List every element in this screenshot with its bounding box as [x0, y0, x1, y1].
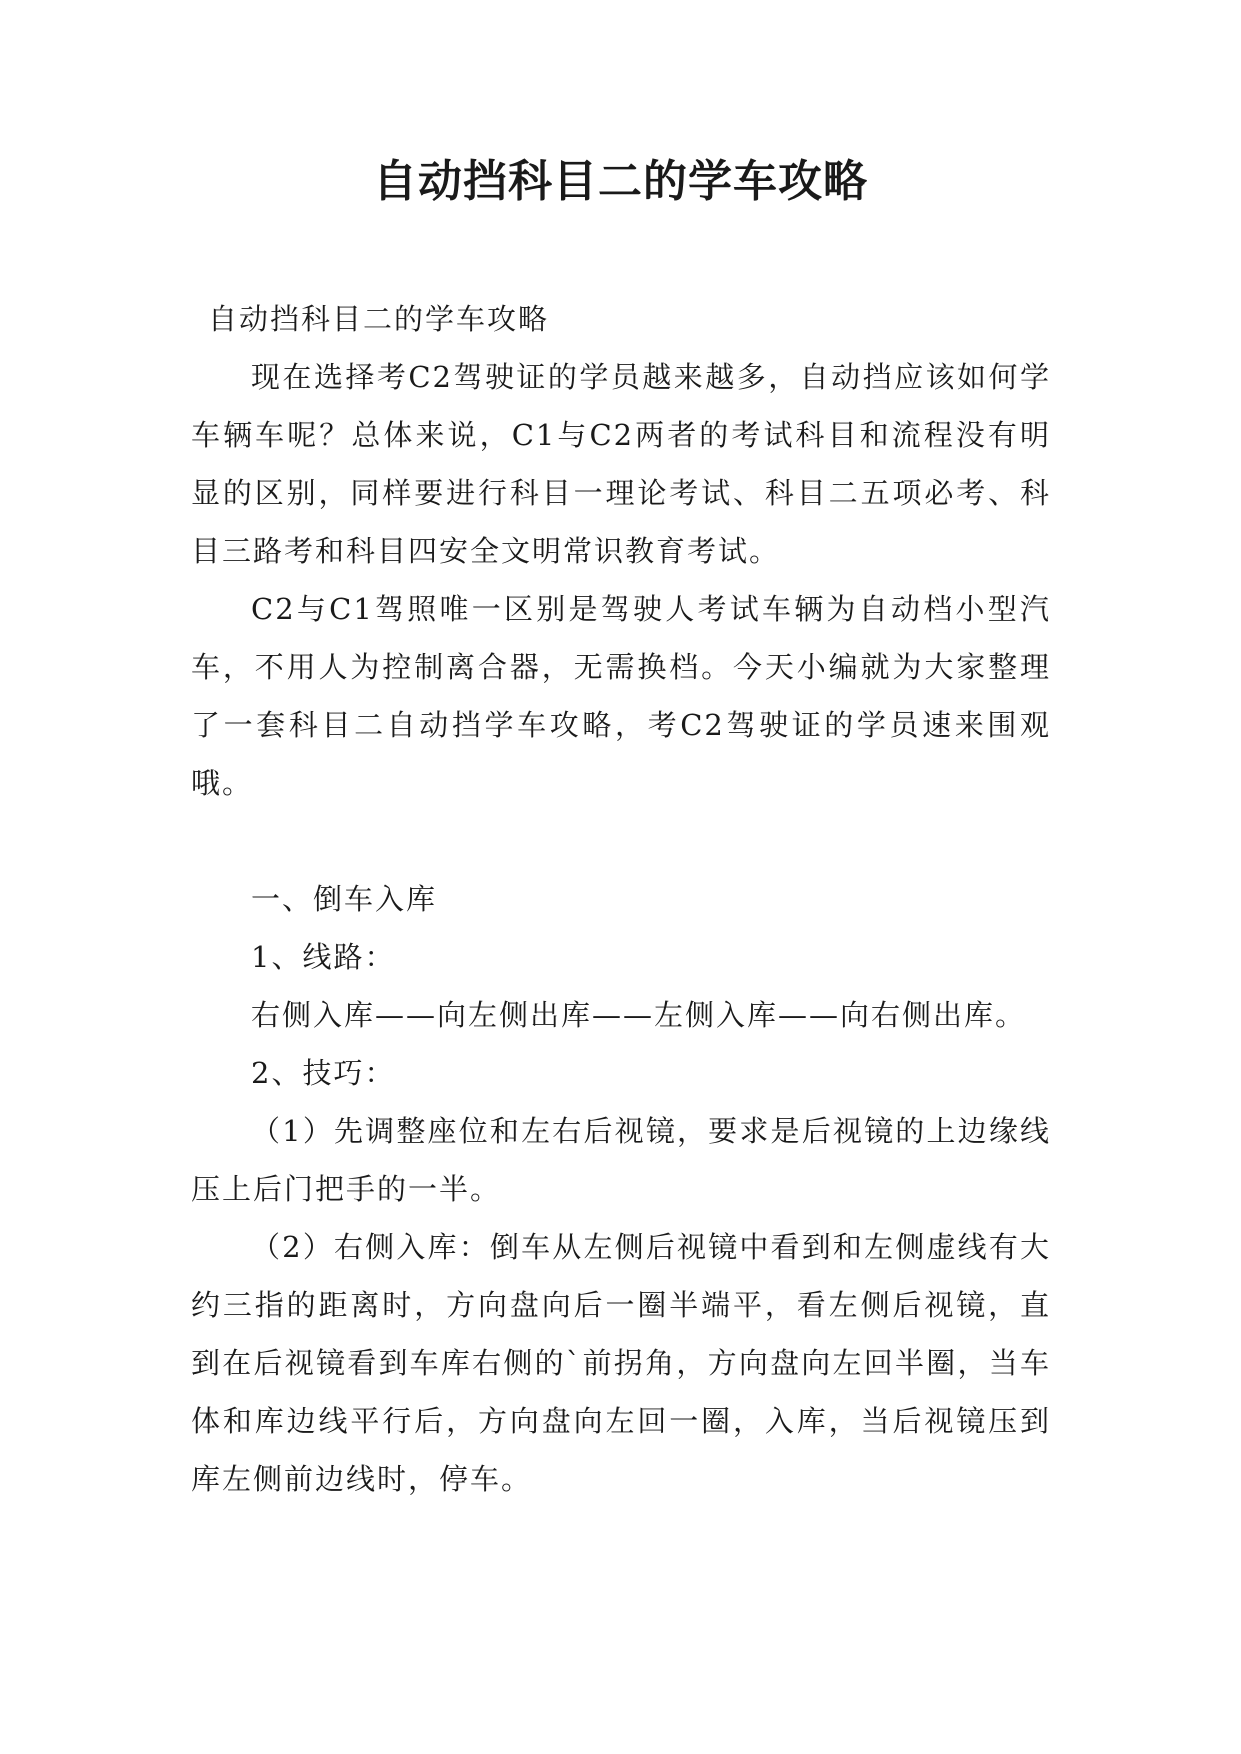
document-title: 自动挡科目二的学车攻略: [373, 156, 868, 207]
tip-item-1: （1）先调整座位和左右后视镜，要求是后视镜的上边缘线压上后门把手的一半。: [191, 1114, 1051, 1206]
section-heading: 一、倒车入库: [251, 882, 438, 916]
document-body: [191, 290, 1051, 1508]
tip-item-2: （2）右侧入库：倒车从左侧后视镜中看到和左侧虚线有大约三指的距离时，方向盘向后一圈半端平，看左侧后视镜，直到在后视镜看到车库右侧的`前拐角，方向盘向左回半圈，当车体和库边线平行后，方向盘向左回一圈，入库，当后视镜压到库左侧前边线时，停车。: [191, 1230, 1051, 1496]
intro-paragraph-2: C2与C1驾照唯一区别是驾驶人考试车辆为自动档小型汽车，不用人为控制离合器，无需换档。今天小编就为大家整理了一套科目二自动挡学车攻略，考C2驾驶证的学员速来围观哦。: [191, 592, 1051, 800]
intro-paragraph-1: 现在选择考C2驾驶证的学员越来越多，自动挡应该如何学车辆车呢？总体来说，C1与C2两者的考试科目和流程没有明显的区别，同样要进行科目一理论考试、科目二五项必考、科目三路考和科目四安全文明常识教育考试。: [191, 360, 1051, 568]
route-text: 右侧入库——向左侧出库——左侧入库——向右侧出库。: [251, 998, 1027, 1032]
document-subtitle: 自动挡科目二的学车攻略: [208, 302, 550, 336]
route-label: 1、线路：: [251, 940, 396, 974]
tips-label: 2、技巧：: [251, 1056, 396, 1090]
paragraph-spacer: [191, 812, 1051, 870]
